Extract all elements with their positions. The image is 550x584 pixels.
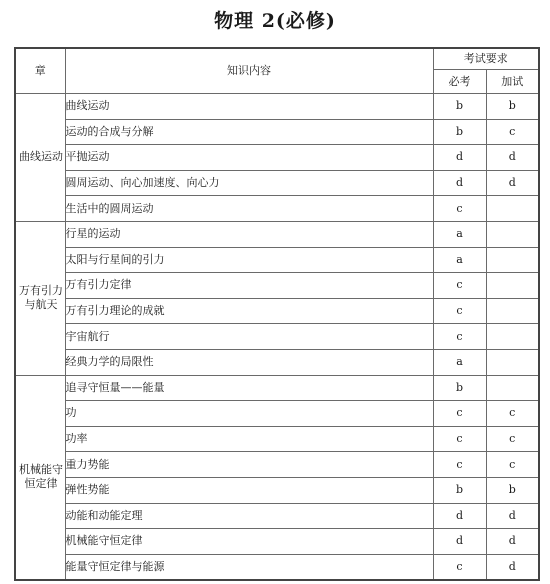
required-level: c bbox=[433, 426, 486, 452]
knowledge-item: 太阳与行星间的引力 bbox=[65, 247, 433, 273]
elective-level bbox=[486, 273, 539, 299]
required-level: c bbox=[433, 554, 486, 580]
knowledge-item: 万有引力定律 bbox=[65, 273, 433, 299]
knowledge-item: 经典力学的局限性 bbox=[65, 349, 433, 375]
required-level: c bbox=[433, 273, 486, 299]
table-row bbox=[15, 452, 539, 478]
knowledge-item: 重力势能 bbox=[65, 452, 433, 478]
knowledge-item: 生活中的圆周运动 bbox=[65, 196, 433, 222]
elective-level: c bbox=[486, 119, 539, 145]
elective-level: d bbox=[486, 529, 539, 555]
elective-level: b bbox=[486, 477, 539, 503]
required-level: c bbox=[433, 401, 486, 427]
chapter-cell bbox=[15, 94, 65, 222]
required-level: a bbox=[433, 221, 486, 247]
table-row bbox=[15, 477, 539, 503]
required-level: c bbox=[433, 324, 486, 350]
knowledge-item: 运动的合成与分解 bbox=[65, 119, 433, 145]
chapter-cell bbox=[15, 221, 65, 375]
table-row bbox=[15, 401, 539, 427]
required-level: c bbox=[433, 452, 486, 478]
table-row bbox=[15, 426, 539, 452]
required-level: a bbox=[433, 247, 486, 273]
table-row bbox=[15, 554, 539, 580]
elective-level bbox=[486, 247, 539, 273]
table-row bbox=[15, 247, 539, 273]
elective-level: d bbox=[486, 554, 539, 580]
table-row bbox=[15, 298, 539, 324]
knowledge-item: 行星的运动 bbox=[65, 221, 433, 247]
knowledge-item: 圆周运动、向心加速度、向心力 bbox=[65, 170, 433, 196]
chapter-name: 万有引力与航天 bbox=[19, 284, 63, 312]
knowledge-item: 功率 bbox=[65, 426, 433, 452]
required-level: c bbox=[433, 196, 486, 222]
table-row bbox=[15, 145, 539, 171]
table-body bbox=[15, 94, 539, 581]
elective-level: d bbox=[486, 503, 539, 529]
page-title: 物理 2(必修) bbox=[214, 10, 336, 32]
required-level: d bbox=[433, 503, 486, 529]
table-row bbox=[15, 196, 539, 222]
required-level: d bbox=[433, 529, 486, 555]
table-row bbox=[15, 503, 539, 529]
header-chapter: 章 bbox=[15, 48, 65, 94]
elective-level: b bbox=[486, 94, 539, 120]
table-row bbox=[15, 94, 539, 120]
knowledge-item: 能量守恒定律与能源 bbox=[65, 554, 433, 580]
chapter-cell bbox=[15, 375, 65, 580]
knowledge-item: 弹性势能 bbox=[65, 477, 433, 503]
knowledge-item: 平抛运动 bbox=[65, 145, 433, 171]
requirements-table bbox=[14, 47, 540, 581]
knowledge-item: 宇宙航行 bbox=[65, 324, 433, 350]
table-row bbox=[15, 529, 539, 555]
table-row bbox=[15, 375, 539, 401]
required-level: b bbox=[433, 375, 486, 401]
elective-level bbox=[486, 298, 539, 324]
elective-level: d bbox=[486, 145, 539, 171]
table-row bbox=[15, 119, 539, 145]
elective-level bbox=[486, 375, 539, 401]
header-requirement: 考试要求 bbox=[433, 48, 539, 70]
required-level: d bbox=[433, 145, 486, 171]
table-row bbox=[15, 170, 539, 196]
knowledge-item: 万有引力理论的成就 bbox=[65, 298, 433, 324]
table-row bbox=[15, 349, 539, 375]
required-level: b bbox=[433, 119, 486, 145]
knowledge-item: 机械能守恒定律 bbox=[65, 529, 433, 555]
elective-level bbox=[486, 196, 539, 222]
elective-level bbox=[486, 324, 539, 350]
table-row bbox=[15, 273, 539, 299]
knowledge-item: 动能和动能定理 bbox=[65, 503, 433, 529]
header-elective: 加试 bbox=[486, 70, 539, 94]
knowledge-item: 曲线运动 bbox=[65, 94, 433, 120]
knowledge-item: 追寻守恒量——能量 bbox=[65, 375, 433, 401]
elective-level: c bbox=[486, 452, 539, 478]
elective-level: c bbox=[486, 401, 539, 427]
required-level: b bbox=[433, 477, 486, 503]
required-level: b bbox=[433, 94, 486, 120]
elective-level bbox=[486, 221, 539, 247]
elective-level: c bbox=[486, 426, 539, 452]
table-row bbox=[15, 221, 539, 247]
required-level: a bbox=[433, 349, 486, 375]
chapter-name: 机械能守恒定律 bbox=[19, 463, 63, 491]
table-row bbox=[15, 324, 539, 350]
header-content: 知识内容 bbox=[65, 48, 433, 94]
chapter-name: 曲线运动 bbox=[19, 150, 63, 164]
knowledge-item: 功 bbox=[65, 401, 433, 427]
required-level: c bbox=[433, 298, 486, 324]
required-level: d bbox=[433, 170, 486, 196]
header-required: 必考 bbox=[433, 70, 486, 94]
elective-level: d bbox=[486, 170, 539, 196]
elective-level bbox=[486, 349, 539, 375]
